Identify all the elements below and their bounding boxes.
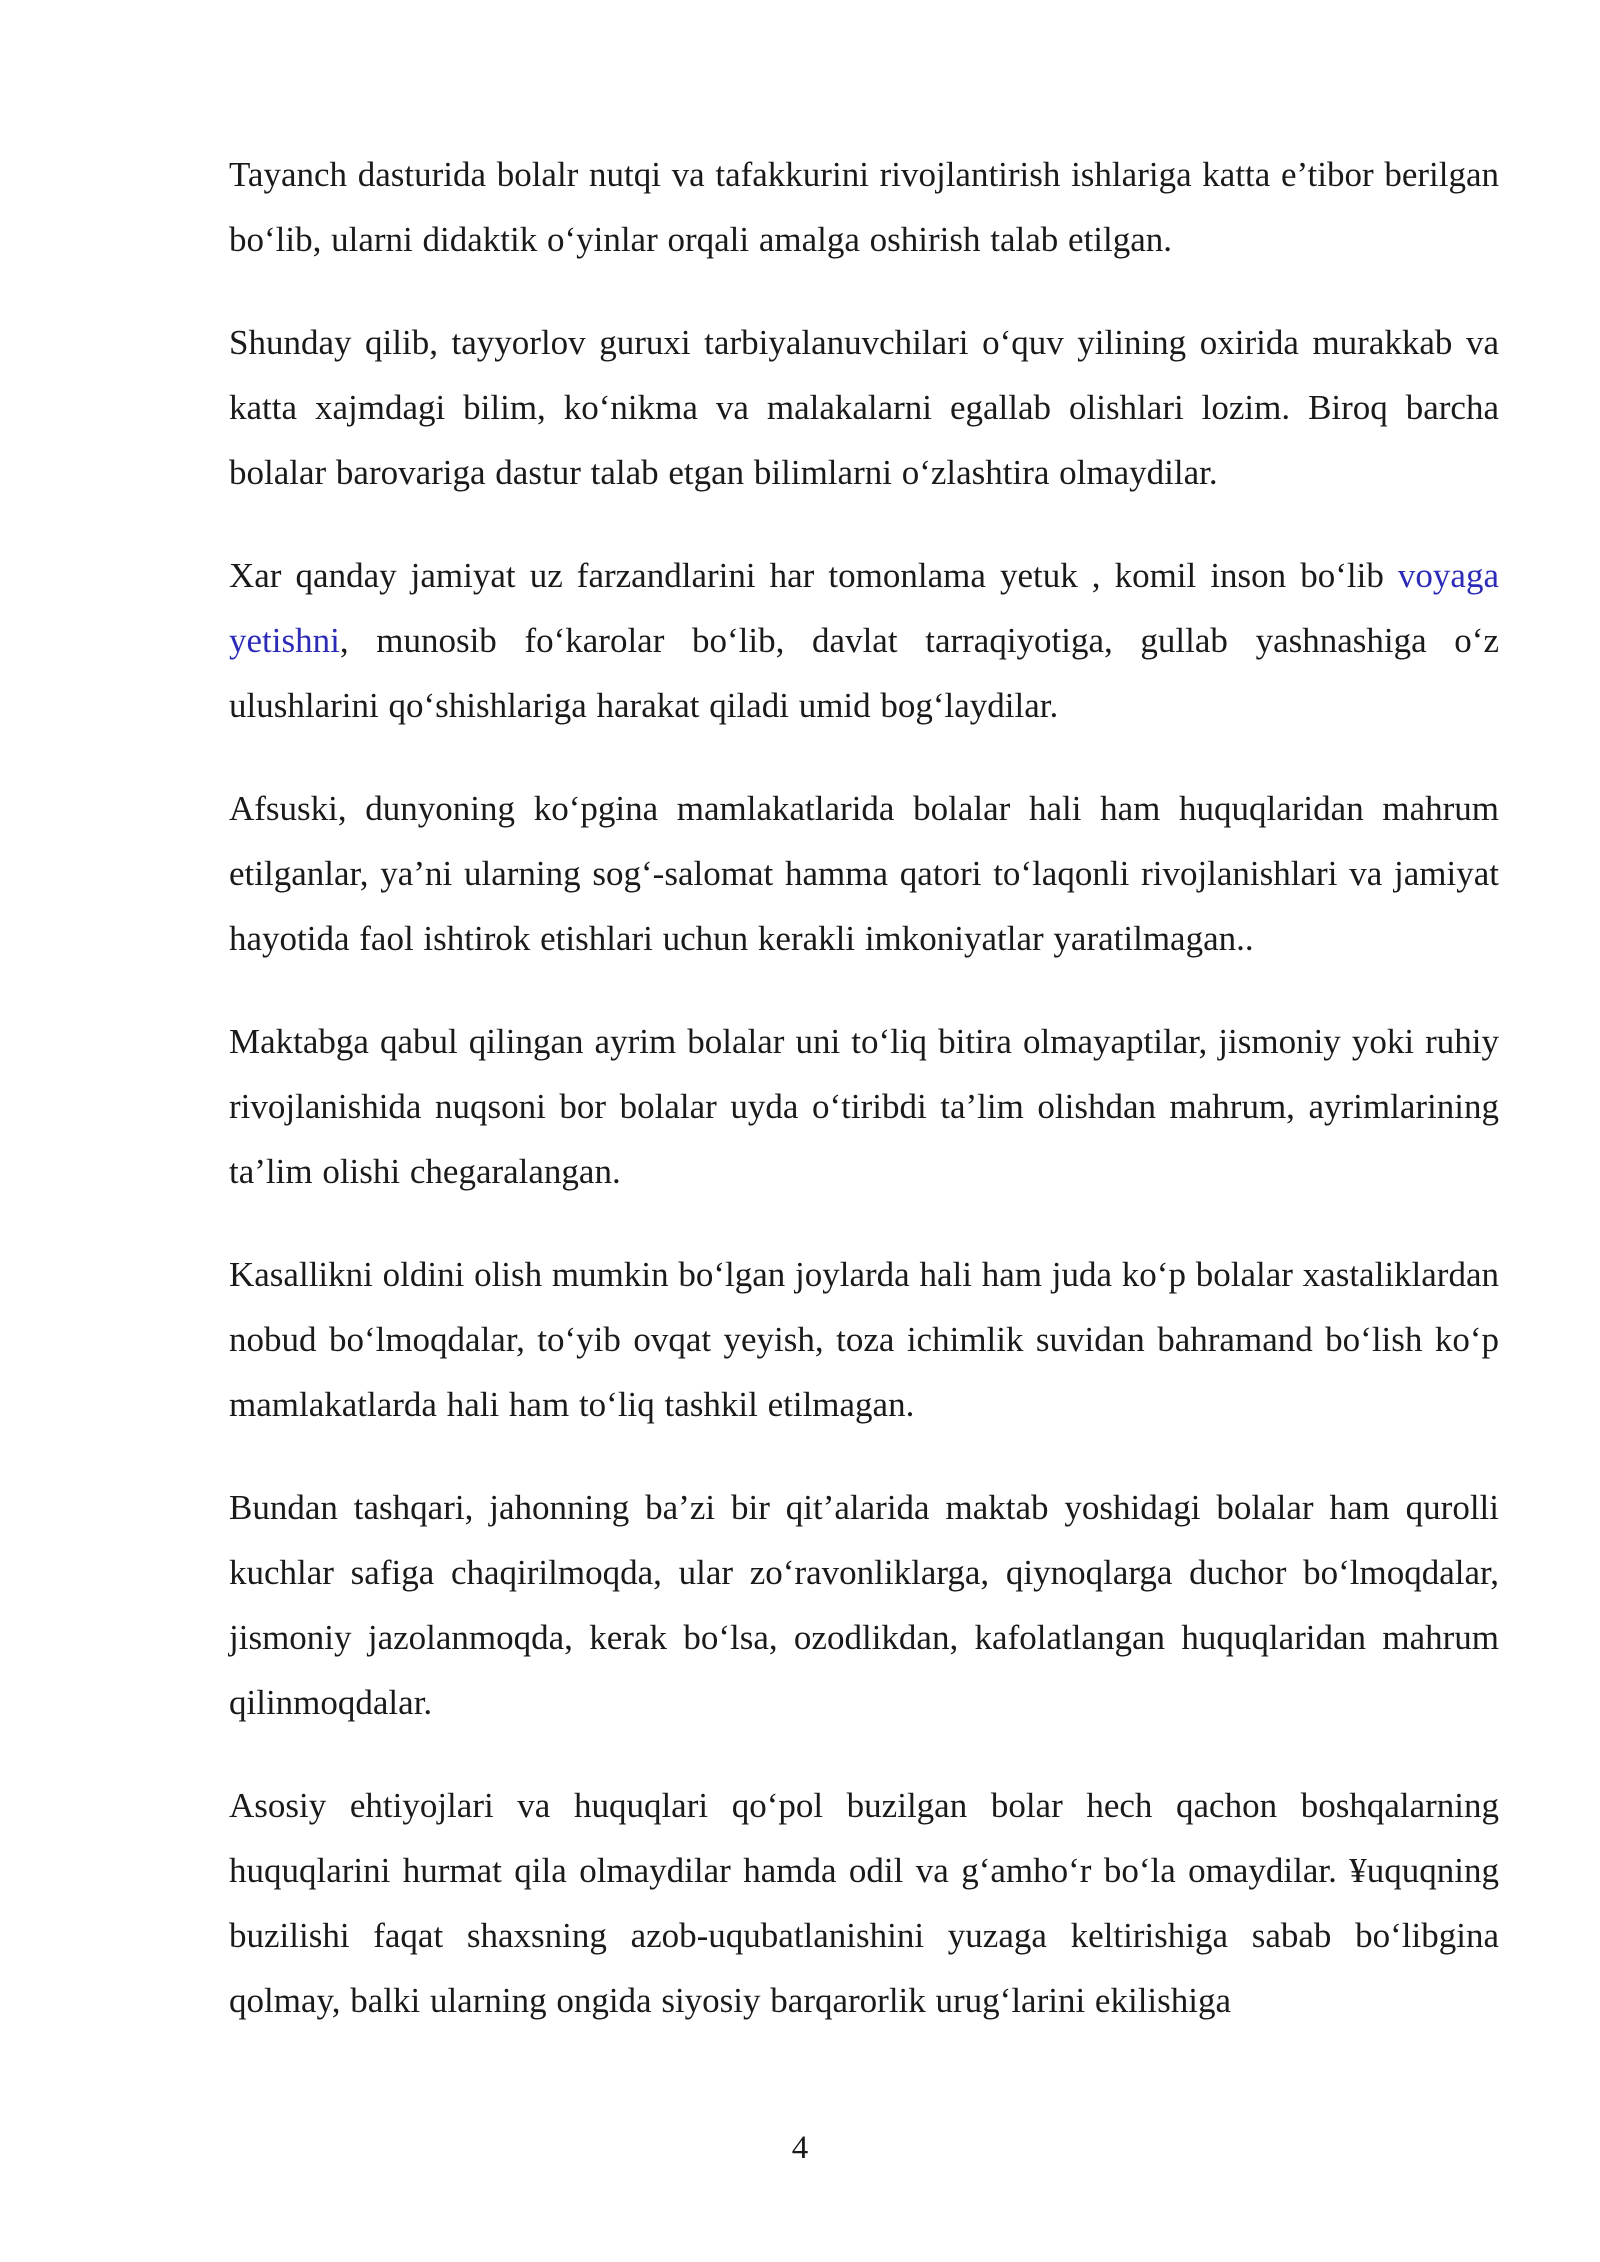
paragraph-7: Bundan tashqari, jahonning ba’zi bir qit’alarida maktab yoshidagi bolalar ham qurolli kuchlar safiga chaqirilmoqda, ular zo‘ravonliklarga, qiynoqlarga duchor bo‘lmoqdalar, jismoniy jazolanmoqda, kerak bo‘lsa, ozodlikdan, kafolatlangan huquqlaridan mahrum qilinmoqdalar. bbox=[229, 1488, 1499, 1722]
paragraph-5: Maktabga qabul qilingan ayrim bolalar uni to‘liq bitira olmayaptilar, jismoniy yoki ruhiy rivojlanishida nuqsoni bor bolalar uyda o‘tiribdi ta’lim olishdan mahrum, ayrimlarining ta’lim olishi chegaralangan. bbox=[229, 1022, 1499, 1191]
paragraph-2: Shunday qilib, tayyorlov guruxi tarbiyalanuvchilari o‘quv yilining oxirida murakkab va katta xajmdagi bilim, ko‘nikma va malakalarni egallab olishlari lozim. Biroq barcha bolalar barovariga dastur talab etgan bilimlarni o‘zlashtira olmaydilar. bbox=[229, 323, 1499, 492]
paragraph-6: Kasallikni oldini olish mumkin bo‘lgan joylarda hali ham juda ko‘p bolalar xastaliklardan nobud bo‘lmoqdalar, to‘yib ovqat yeyish, toza ichimlik suvidan bahramand bo‘lish ko‘p mamlakatlarda hali ham to‘liq tashkil etilmagan. bbox=[229, 1255, 1499, 1424]
page-number: 4 bbox=[791, 2130, 809, 2166]
document-body bbox=[229, 142, 1499, 2033]
paragraph-1: Tayanch dasturida bolalr nutqi va tafakkurini rivojlantirish ishlariga katta e’tibor berilgan bo‘lib, ularni didaktik o‘yinlar orqali amalga oshirish talab etilgan. bbox=[229, 155, 1499, 259]
paragraph-3-text-after-link: , munosib fo‘karolar bo‘lib, davlat tarraqiyotiga, gullab yashnashiga o‘z ulushlarini qo‘shishlariga harakat qiladi umid bog‘laydilar. bbox=[229, 621, 1499, 725]
voyaga-yetishni-link[interactable]: voyaga yetishni bbox=[229, 556, 1499, 660]
paragraph-3-text-before-link: Xar qanday jamiyat uz farzandlarini har tomonlama yetuk , komil inson bo‘lib bbox=[229, 556, 1398, 595]
paragraph-8: Asosiy ehtiyojlari va huquqlari qo‘pol buzilgan bolar hech qachon boshqalarning huquqlarini hurmat qila olmaydilar hamda odil va g‘amho‘r bo‘la omaydilar. ¥uquqning buzilishi faqat shaxsning azob-uqubatlanishini yuzaga keltirishiga sabab bo‘libgina qolmay, balki ularning ongida siyosiy barqarorlik urug‘larini ekilishiga bbox=[229, 1786, 1499, 2020]
paragraph-4: Afsuski, dunyoning ko‘pgina mamlakatlarida bolalar hali ham huquqlaridan mahrum etilganlar, ya’ni ularning sog‘-salomat hamma qatori to‘laqonli rivojlanishlari va jamiyat hayotida faol ishtirok etishlari uchun kerakli imkoniyatlar yaratilmagan.. bbox=[229, 789, 1499, 958]
paragraph-3 bbox=[229, 543, 1499, 738]
